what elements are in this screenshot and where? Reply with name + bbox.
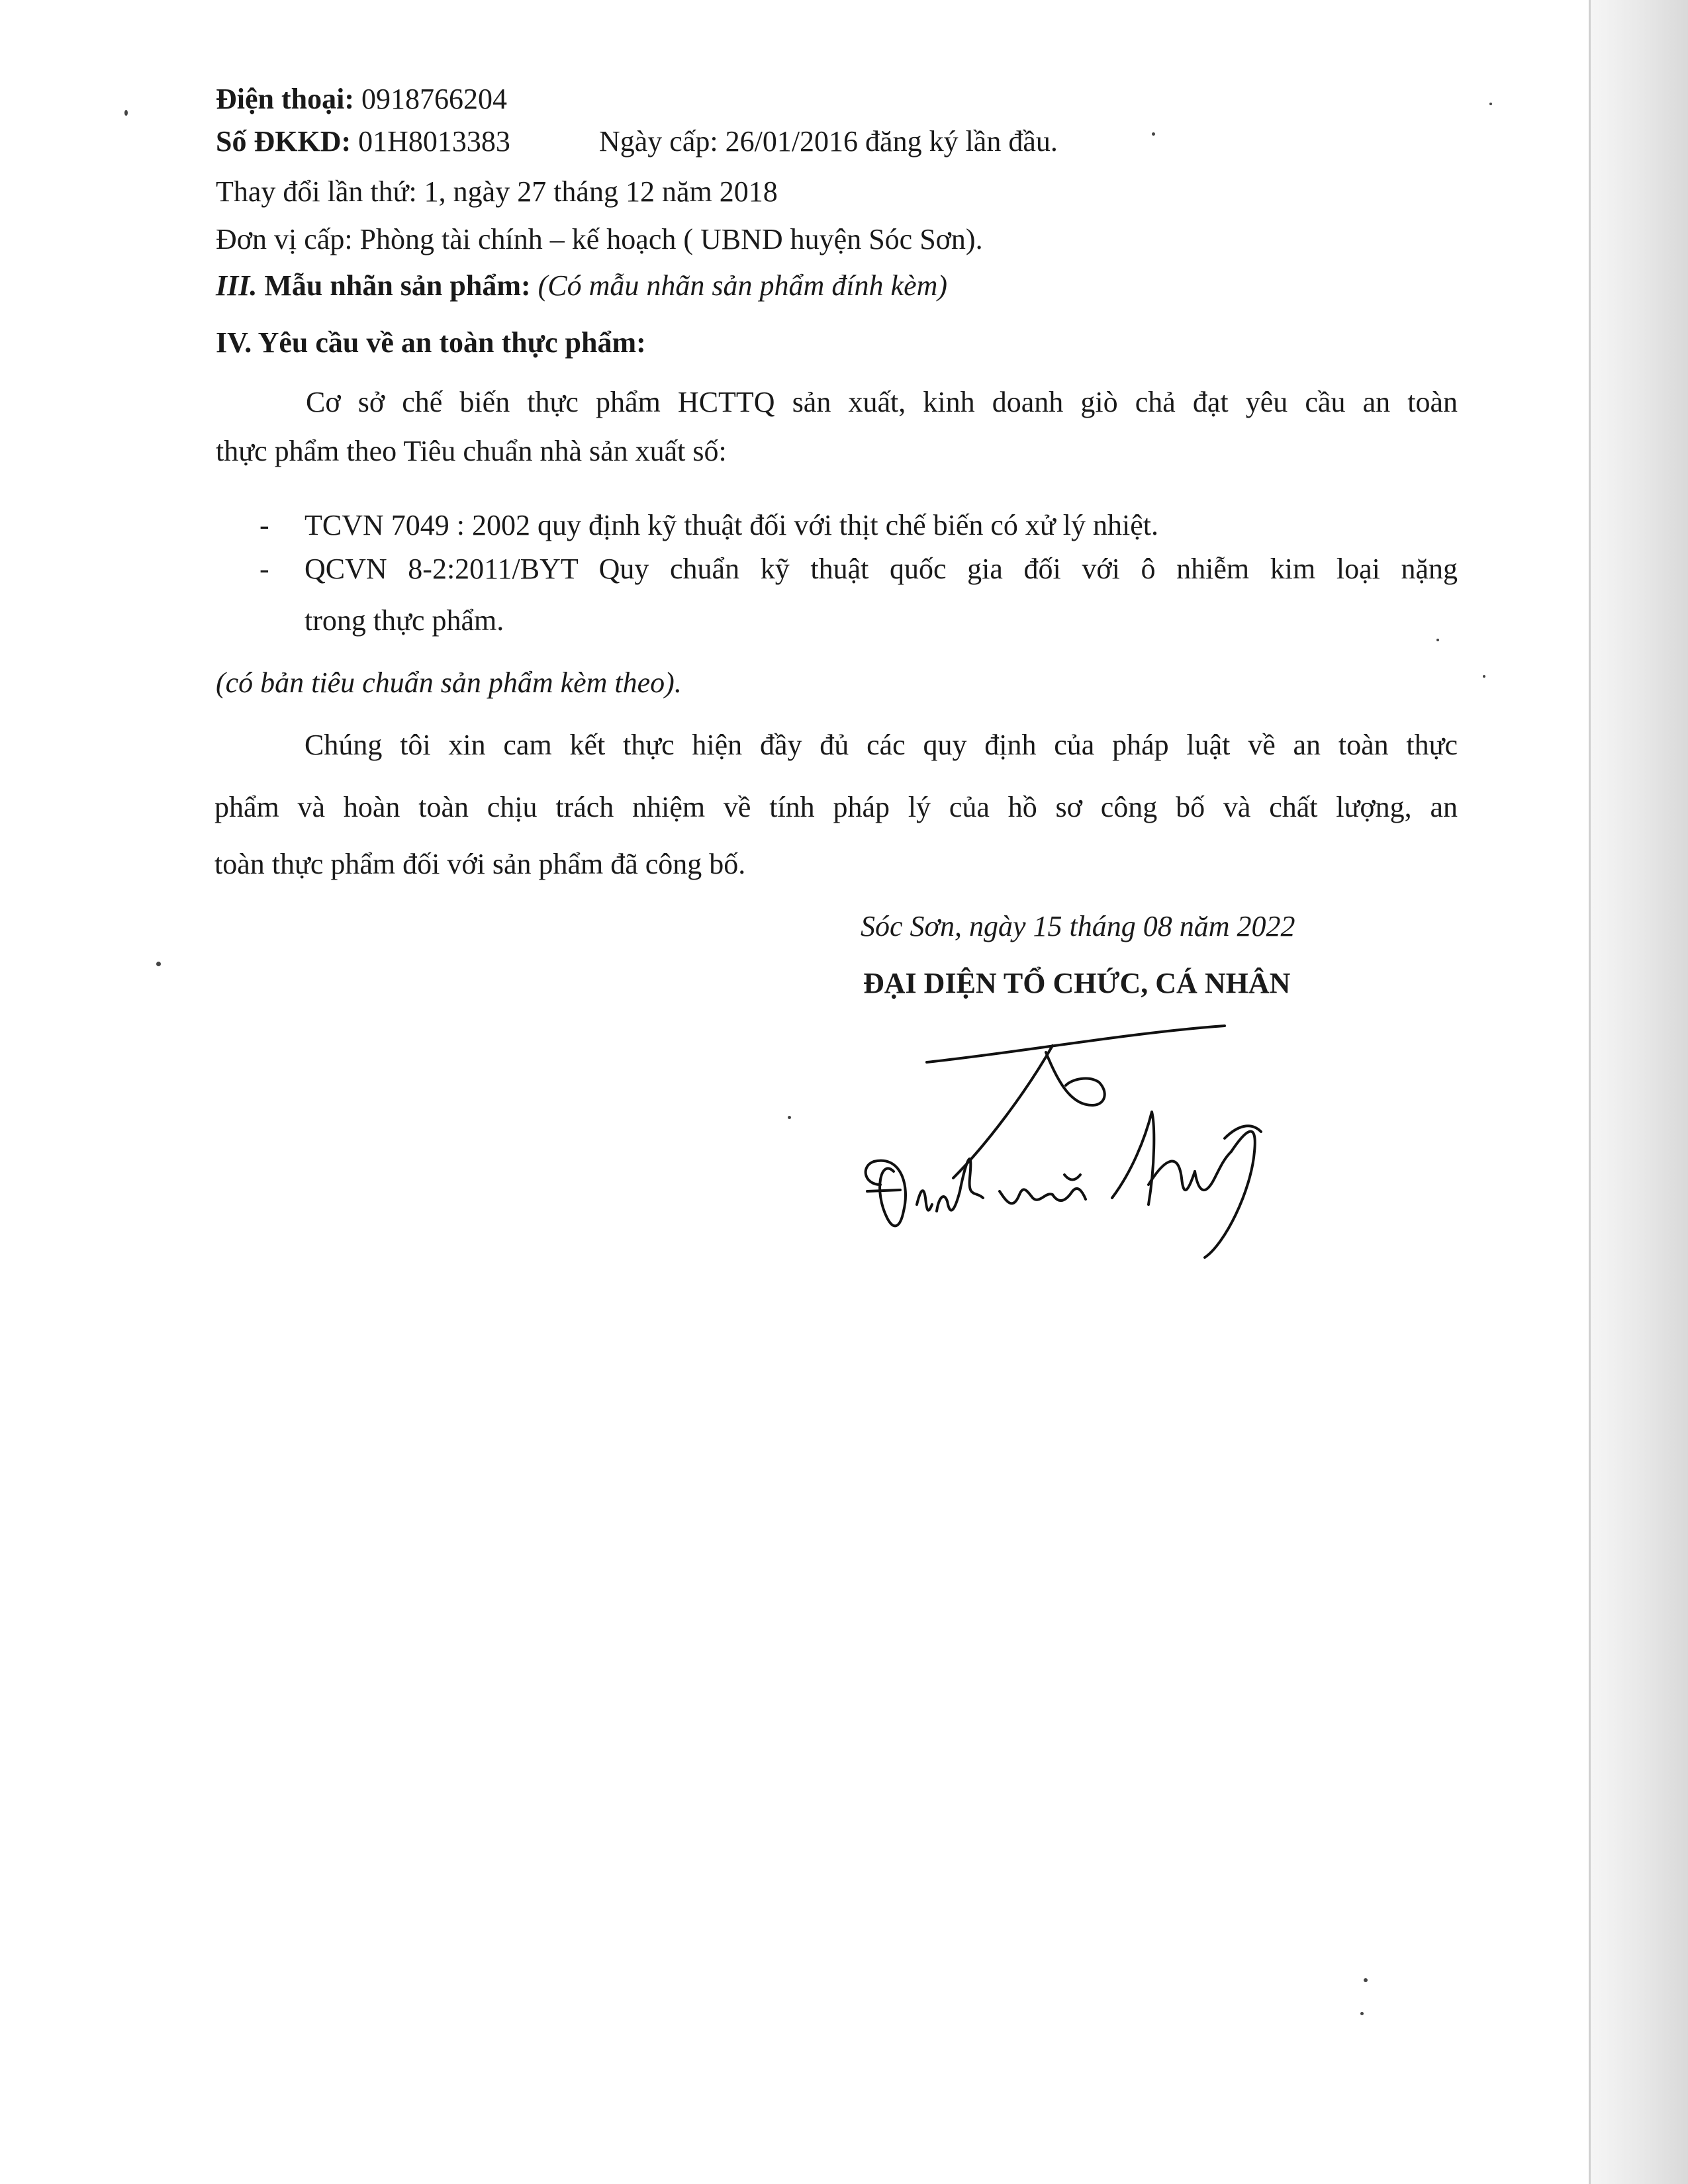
page-edge-line bbox=[1589, 0, 1591, 2184]
section-4-heading bbox=[216, 324, 646, 361]
bullet-item-tcvn: TCVN 7049 : 2002 quy định kỹ thuật đối với thịt chế biến có xử lý nhiệt. bbox=[305, 509, 1158, 541]
commitment-line-2: phẩm và hoàn toàn chịu trách nhiệm về tính pháp lý của hồ sơ công bố và chất lượng, an bbox=[214, 791, 1458, 823]
phone-value: 0918766204 bbox=[361, 83, 507, 115]
bullet-item-qcvn-continued: trong thực phẩm. bbox=[305, 604, 504, 637]
scan-speck bbox=[1436, 639, 1439, 641]
commitment-line-1: Chúng tôi xin cam kết thực hiện đầy đủ các quy định của pháp luật về an toàn thực bbox=[305, 729, 1458, 761]
page-edge-shadow bbox=[1589, 0, 1688, 2184]
attachment-note: (có bản tiêu chuẩn sản phẩm kèm theo). bbox=[216, 666, 682, 699]
scan-speck bbox=[1483, 675, 1485, 678]
section-3-note: (Có mẫu nhãn sản phẩm đính kèm) bbox=[538, 269, 948, 302]
scan-speck bbox=[1152, 132, 1155, 136]
phone-line bbox=[216, 81, 507, 118]
scan-speck bbox=[788, 1116, 791, 1119]
section-4-title: IV. Yêu cầu về an toàn thực phẩm: bbox=[216, 326, 646, 359]
section-3-number: III. bbox=[216, 269, 258, 302]
scan-speck bbox=[1489, 103, 1492, 105]
bullet-dash: - bbox=[259, 553, 269, 585]
registration-value: 01H8013383 bbox=[358, 125, 510, 158]
section-4-intro-line-2: thực phẩm theo Tiêu chuẩn nhà sản xuất số: bbox=[216, 435, 727, 467]
section-4-intro-line-1: Cơ sở chế biến thực phẩm HCTTQ sản xuất, kinh doanh giò chả đạt yêu cầu an toàn bbox=[306, 386, 1458, 418]
issuer-line: Đơn vị cấp: Phòng tài chính – kế hoạch ( UBND huyện Sóc Sơn). bbox=[216, 223, 983, 255]
scan-speck bbox=[1360, 2012, 1364, 2015]
handwritten-signature bbox=[854, 993, 1357, 1271]
scan-speck bbox=[124, 110, 128, 116]
issue-date: Ngày cấp: 26/01/2016 đăng ký lần đầu. bbox=[599, 125, 1058, 158]
registration-label: Số ĐKKD: bbox=[216, 125, 352, 158]
bullet-dash: - bbox=[259, 509, 269, 541]
registration-line bbox=[216, 123, 510, 160]
place-date: Sóc Sơn, ngày 15 tháng 08 năm 2022 bbox=[861, 910, 1295, 942]
representative-title: ĐẠI DIỆN TỔ CHỨC, CÁ NHÂN bbox=[863, 967, 1291, 999]
change-line: Thay đổi lần thứ: 1, ngày 27 tháng 12 năm 2018 bbox=[216, 175, 778, 208]
scan-speck bbox=[156, 962, 161, 966]
bullet-item-qcvn: QCVN 8-2:2011/BYT Quy chuẩn kỹ thuật quốc gia đối với ô nhiễm kim loại nặng bbox=[305, 553, 1458, 585]
section-3-title: Mẫu nhãn sản phẩm: bbox=[264, 269, 531, 302]
scan-speck bbox=[1364, 1978, 1368, 1982]
commitment-line-3: toàn thực phẩm đối với sản phẩm đã công bố. bbox=[214, 848, 746, 880]
section-3-heading bbox=[216, 267, 947, 304]
phone-label: Điện thoại: bbox=[216, 83, 354, 115]
